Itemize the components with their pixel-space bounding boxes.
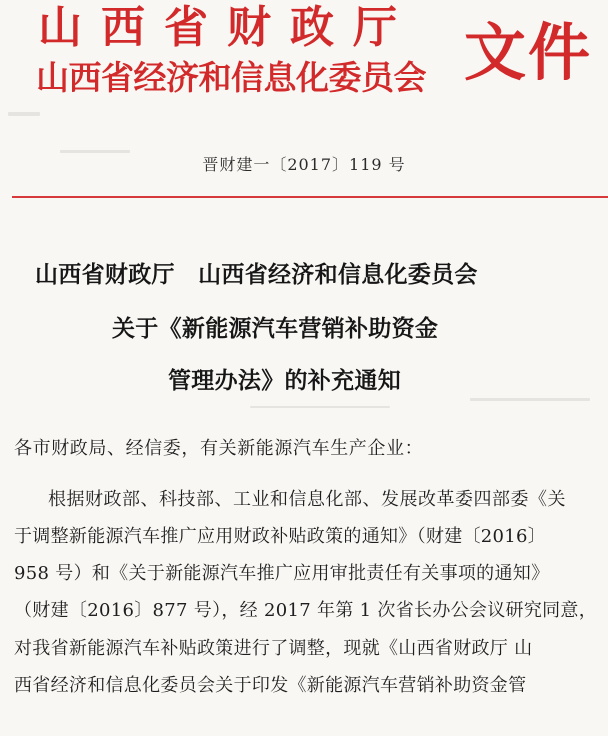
document-title-line-1: 山西省财政厅 山西省经济和信息化委员会	[35, 261, 478, 288]
salutation: 各市财政局、经信委，有关新能源汽车生产企业：	[14, 438, 424, 459]
body-line: 根据财政部、科技部、工业和信息化部、发展改革委四部委《关	[48, 489, 566, 510]
document-title-line-3: 管理办法》的补充通知	[168, 367, 401, 394]
body-line: 于调整新能源汽车推广应用财政补贴政策的通知》（财建〔2016〕	[14, 526, 547, 547]
letterhead-document-label: 文件	[464, 16, 593, 89]
body-line: 对我省新能源汽车补贴政策进行了调整，现就《山西省财政厅 山	[14, 638, 533, 659]
letterhead-divider	[12, 196, 608, 198]
body-line: （财建〔2016〕877 号），经 2017 年第 1 次省长办公会议研究同意，	[14, 600, 598, 621]
scan-noise	[60, 150, 130, 153]
document-number: 晋财建一〔2017〕119 号	[202, 155, 406, 174]
body-line: 958 号）和《关于新能源汽车推广应用审批责任有关事项的通知》	[14, 563, 550, 584]
scan-noise	[250, 406, 390, 408]
scan-noise	[470, 398, 590, 401]
letterhead-issuer-finance-dept: 山西省财政厅	[38, 2, 416, 53]
scan-noise	[8, 112, 40, 116]
document-title-line-2: 关于《新能源汽车营销补助资金	[112, 315, 439, 342]
letterhead-issuer-economic-commission: 山西省经济和信息化委员会	[36, 58, 426, 97]
body-line: 西省经济和信息化委员会关于印发《新能源汽车营销补助资金管	[14, 675, 527, 696]
